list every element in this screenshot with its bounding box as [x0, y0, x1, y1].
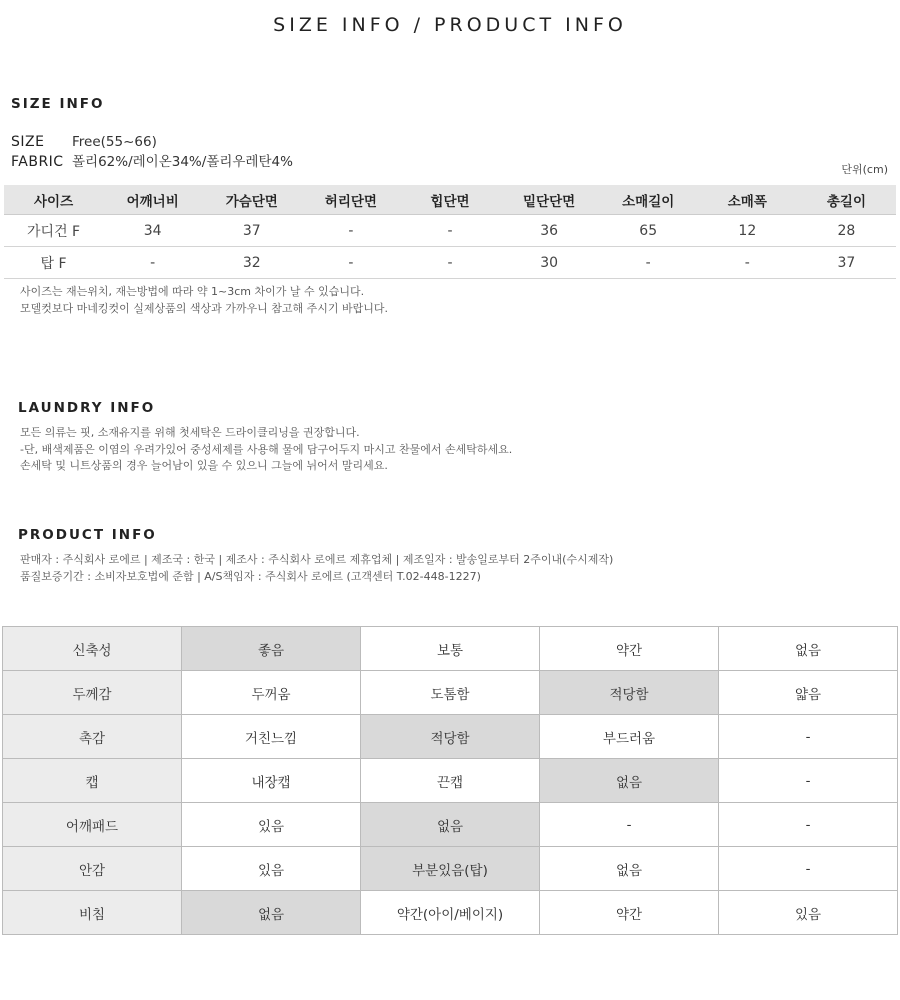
table-cell: 37 — [202, 215, 301, 247]
attribute-option: 얇음 — [719, 671, 898, 715]
size-note: 사이즈는 재는위치, 재는방법에 따라 약 1~3cm 차이가 날 수 있습니다. — [20, 285, 365, 298]
attribute-option: 도톰함 — [361, 671, 540, 715]
attribute-row — [3, 627, 898, 671]
attribute-option: 거친느낌 — [182, 715, 361, 759]
laundry-line: 모든 의류는 핏, 소재유지를 위해 첫세탁은 드라이클리닝을 권장합니다. — [20, 426, 360, 439]
size-value: Free(55~66) — [72, 134, 157, 150]
attribute-option: 끈캡 — [361, 759, 540, 803]
table-cell: - — [599, 247, 698, 279]
table-cell: 탑 F — [4, 247, 103, 279]
laundry-line: 손세탁 및 니트상품의 경우 늘어남이 있을 수 있으니 그늘에 뉘어서 말리세요. — [20, 459, 388, 472]
attribute-option: 약간 — [540, 891, 719, 935]
table-cell: 28 — [797, 215, 896, 247]
attribute-option: - — [719, 759, 898, 803]
unit-label: 단위(cm) — [841, 163, 888, 176]
attribute-option: 있음 — [182, 847, 361, 891]
attribute-option-selected: 좋음 — [182, 627, 361, 671]
size-notes — [20, 284, 388, 317]
attribute-option: 부드러움 — [540, 715, 719, 759]
table-row — [4, 215, 896, 247]
attribute-option: 두꺼움 — [182, 671, 361, 715]
size-row — [11, 134, 157, 150]
col-header: 소매길이 — [599, 185, 698, 215]
size-table-header — [4, 185, 896, 215]
col-header: 가슴단면 — [202, 185, 301, 215]
table-cell: - — [103, 247, 202, 279]
table-cell: - — [400, 215, 499, 247]
attribute-option: - — [719, 847, 898, 891]
attribute-option: - — [719, 715, 898, 759]
table-cell: 34 — [103, 215, 202, 247]
table-cell: 65 — [599, 215, 698, 247]
attribute-label: 신축성 — [3, 627, 182, 671]
attribute-label: 비침 — [3, 891, 182, 935]
attribute-label: 촉감 — [3, 715, 182, 759]
attributes-table — [2, 626, 898, 935]
table-cell: 37 — [797, 247, 896, 279]
attribute-option: 없음 — [540, 847, 719, 891]
table-cell: 30 — [500, 247, 599, 279]
attribute-option: 없음 — [719, 627, 898, 671]
attribute-option-selected: 적당함 — [540, 671, 719, 715]
attribute-row — [3, 715, 898, 759]
attribute-label: 어깨패드 — [3, 803, 182, 847]
table-cell: - — [301, 215, 400, 247]
table-cell: 36 — [500, 215, 599, 247]
size-note: 모델컷보다 마네킹컷이 실제상품의 색상과 가까우니 참고해 주시기 바랍니다. — [20, 301, 389, 315]
col-header: 소매폭 — [698, 185, 797, 215]
page-title: SIZE INFO / PRODUCT INFO — [273, 14, 627, 36]
col-header: 사이즈 — [4, 185, 103, 215]
attribute-option: - — [540, 803, 719, 847]
attribute-option: 보통 — [361, 627, 540, 671]
col-header: 밑단단면 — [500, 185, 599, 215]
col-header: 어깨너비 — [103, 185, 202, 215]
col-header: 허리단면 — [301, 185, 400, 215]
size-table — [4, 185, 896, 279]
fabric-row — [11, 150, 293, 170]
size-info-heading: SIZE INFO — [11, 96, 105, 112]
attribute-label: 캡 — [3, 759, 182, 803]
fabric-label: FABRIC — [11, 154, 64, 170]
product-line: 품질보증기간 : 소비자보호법에 준함 | A/S책임자 : 주식회사 로에르 (고객센터 T.02-448-1227) — [20, 569, 481, 583]
attribute-row — [3, 759, 898, 803]
attribute-option: 내장캡 — [182, 759, 361, 803]
table-cell: - — [400, 247, 499, 279]
attribute-label: 두께감 — [3, 671, 182, 715]
table-cell: 12 — [698, 215, 797, 247]
size-label: SIZE — [11, 134, 45, 150]
product-info-heading: PRODUCT INFO — [18, 527, 157, 543]
attribute-option-selected: 없음 — [540, 759, 719, 803]
attribute-row — [3, 847, 898, 891]
attribute-option-selected: 적당함 — [361, 715, 540, 759]
table-cell: - — [698, 247, 797, 279]
attribute-option: 있음 — [719, 891, 898, 935]
table-row — [4, 247, 896, 279]
attribute-option: 약간 — [540, 627, 719, 671]
table-cell: - — [301, 247, 400, 279]
table-cell: 가디건 F — [4, 215, 103, 247]
laundry-info-heading: LAUNDRY INFO — [18, 400, 156, 416]
attribute-option: 약간(아이/베이지) — [361, 891, 540, 935]
attribute-row — [3, 803, 898, 847]
product-text — [20, 552, 613, 585]
laundry-line: -단, 배색제품은 이염의 우려가있어 중성세제를 사용해 물에 담구어두지 마시고 찬물에서 손세탁하세요. — [20, 442, 513, 456]
attribute-option-selected: 없음 — [361, 803, 540, 847]
product-line: 판매자 : 주식회사 로에르 | 제조국 : 한국 | 제조사 : 주식회사 로에르 제휴업체 | 제조일자 : 발송일로부터 2주이내(수시제작) — [20, 553, 614, 566]
col-header: 총길이 — [797, 185, 896, 215]
laundry-text — [20, 425, 512, 475]
table-cell: 32 — [202, 247, 301, 279]
attribute-option-selected: 부분있음(탑) — [361, 847, 540, 891]
attribute-option-selected: 없음 — [182, 891, 361, 935]
attribute-option: 있음 — [182, 803, 361, 847]
attribute-row — [3, 891, 898, 935]
attribute-option: - — [719, 803, 898, 847]
attribute-label: 안감 — [3, 847, 182, 891]
col-header: 힙단면 — [400, 185, 499, 215]
fabric-value: 폴리62%/레이온34%/폴리우레탄4% — [72, 154, 293, 170]
attribute-row — [3, 671, 898, 715]
